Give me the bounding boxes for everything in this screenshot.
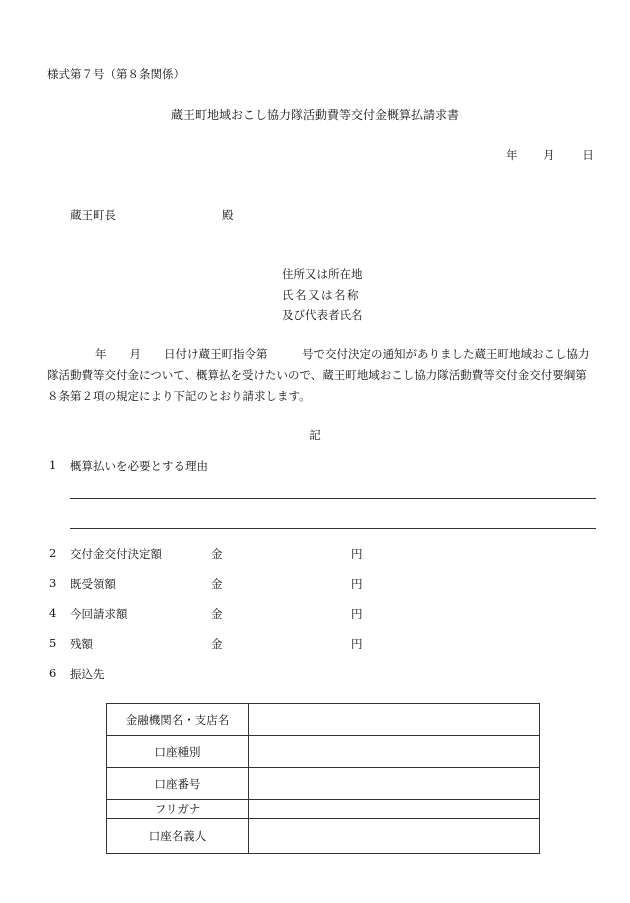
bank-account-table [106, 703, 540, 854]
account-number-field[interactable] [249, 768, 540, 800]
account-type-field[interactable] [249, 736, 540, 768]
item-2-number: 2 [49, 546, 57, 560]
date-day: 日 [582, 148, 594, 162]
account-type-label: 口座種別 [107, 736, 249, 768]
body-line-1: 年 月 日付け蔵王町指令第 号で交付決定の通知がありました蔵王町地域おこし協力 [95, 347, 590, 361]
body-line-2: 隊活動費等交付金について、概算払を受けたいので、蔵王町地域おこし協力隊活動費等交付金交付要綱第 [47, 368, 587, 382]
item-5-kin: 金 [211, 637, 223, 651]
body-line-3: ８条第２項の規定により下記のとおり請求します。 [47, 389, 311, 403]
item-3-yen: 円 [351, 577, 363, 591]
applicant-address-label: 住所又は所在地 [282, 267, 363, 281]
document-title: 蔵王町地域おこし協力隊活動費等交付金概算払請求書 [170, 108, 459, 122]
furigana-field[interactable] [249, 800, 540, 819]
account-number-label: 口座番号 [107, 768, 249, 800]
request-body [47, 344, 607, 407]
item-4-kin: 金 [211, 607, 223, 621]
reason-line-1[interactable] [70, 498, 596, 499]
item-4-yen: 円 [351, 607, 363, 621]
item-6-number: 6 [49, 666, 57, 680]
item-6-label: 振込先 [70, 667, 105, 681]
applicant-rep-label: 及び代表者氏名 [282, 308, 363, 322]
item-3-kin: 金 [211, 577, 223, 591]
table-row [107, 704, 540, 736]
item-3-label: 既受領額 [70, 577, 116, 591]
item-5-number: 5 [49, 636, 57, 650]
account-holder-field[interactable] [249, 819, 540, 854]
table-row [107, 819, 540, 854]
item-4-label: 今回請求額 [70, 607, 128, 621]
addressee-name: 蔵王町長 [70, 208, 116, 222]
date-line [506, 147, 594, 163]
applicant-name-label: 氏名又は名称 [282, 288, 360, 302]
item-4-number: 4 [49, 606, 57, 620]
item-2-label: 交付金交付決定額 [70, 547, 162, 561]
table-row [107, 800, 540, 819]
date-year: 年 [506, 148, 518, 162]
bank-name-label: 金融機関名・支店名 [107, 704, 249, 736]
date-month: 月 [543, 148, 555, 162]
bank-name-field[interactable] [249, 704, 540, 736]
item-1-number: 1 [49, 458, 57, 472]
form-number: 様式第７号（第８条関係） [47, 67, 185, 81]
furigana-label: フリガナ [107, 800, 249, 819]
reason-line-2[interactable] [70, 528, 596, 529]
ki-heading: 記 [309, 428, 321, 442]
addressee-honorific: 殿 [222, 208, 234, 222]
item-2-kin: 金 [211, 547, 223, 561]
table-row [107, 768, 540, 800]
table-row [107, 736, 540, 768]
account-holder-label: 口座名義人 [107, 819, 249, 854]
item-3-number: 3 [49, 576, 57, 590]
item-2-yen: 円 [351, 547, 363, 561]
item-5-yen: 円 [351, 637, 363, 651]
item-5-label: 残額 [70, 637, 93, 651]
item-1-label: 概算払いを必要とする理由 [70, 459, 208, 473]
